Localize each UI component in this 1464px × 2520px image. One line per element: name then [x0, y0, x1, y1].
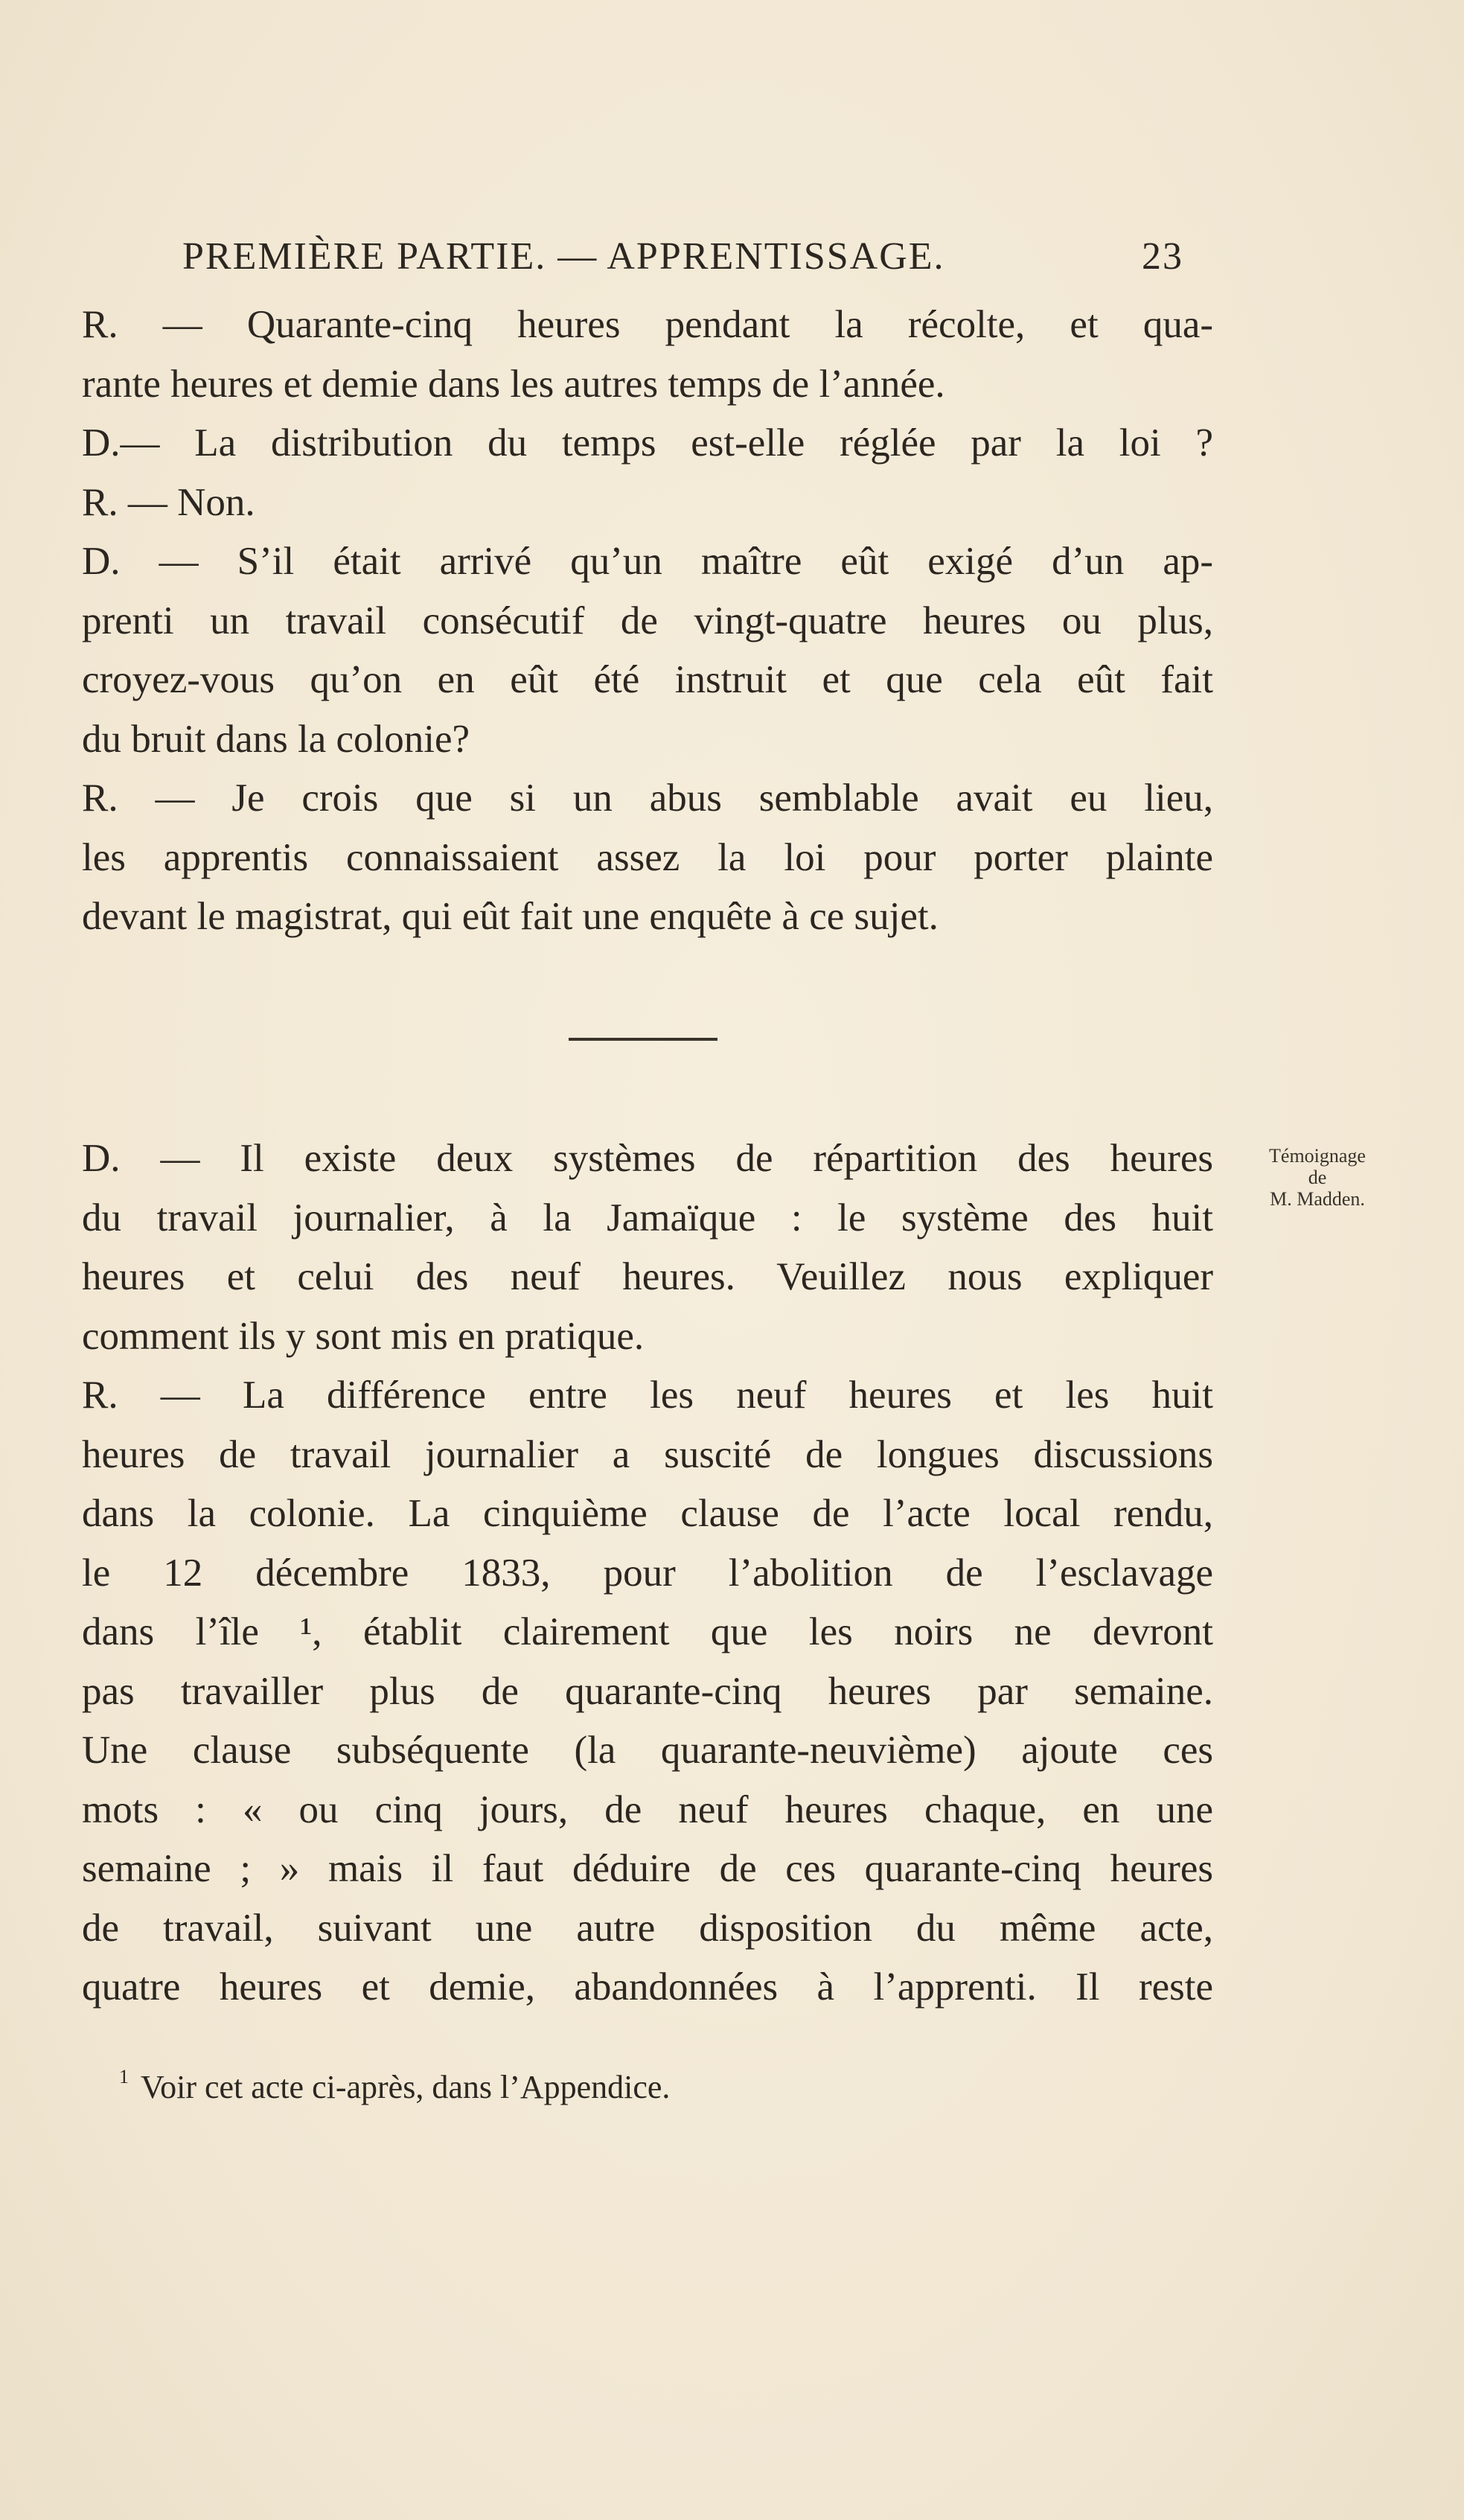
text-line: de travail, suivant une autre disposition du même acte,: [82, 1906, 1213, 1950]
footnote-mark: 1: [119, 2066, 129, 2087]
dialogue-block-1: [82, 296, 1213, 947]
text-line: du travail journalier, à la Jamaïque : le système des huit: [82, 1196, 1213, 1240]
text-line: D. — Il existe deux systèmes de répartition des heures: [82, 1137, 1213, 1180]
margin-note-line: de: [1308, 1167, 1327, 1188]
text-line: dans la colonie. La cinquième clause de l’acte local rendu,: [82, 1492, 1213, 1535]
text-line: devant le magistrat, qui eût fait une enquête à ce sujet.: [82, 895, 939, 938]
text-line: R. — Je crois que si un abus semblable avait eu lieu,: [82, 776, 1213, 820]
text-line: R. — Quarante-cinq heures pendant la récolte, et qua-: [82, 303, 1213, 346]
text-line: prenti un travail consécutif de vingt-quatre heures ou plus,: [82, 599, 1213, 642]
section-divider: [569, 1038, 717, 1041]
text-line: mots : « ou cinq jours, de neuf heures chaque, en une: [82, 1787, 1213, 1831]
text-line: D. — S’il était arrivé qu’un maître eût exigé d’un ap-: [82, 540, 1213, 583]
text-line: du bruit dans la colonie?: [82, 717, 470, 761]
text-line: D.— La distribution du temps est-elle réglée par la loi ?: [82, 421, 1213, 465]
text-line: les apprentis connaissaient assez la loi pour porter plainte: [82, 835, 1213, 879]
text-line: heures et celui des neuf heures. Veuillez nous expliquer: [82, 1255, 1213, 1298]
text-line: dans l’île ¹, établit clairement que les noirs ne devront: [82, 1610, 1213, 1653]
margin-note-line: M. Madden.: [1270, 1188, 1365, 1210]
text-line: quatre heures et demie, abandonnées à l’apprenti. Il reste: [82, 1965, 1213, 2009]
text-line: heures de travail journalier a suscité de longues discussions: [82, 1432, 1213, 1476]
text-line: semaine ; » mais il faut déduire de ces quarante-cinq heures: [82, 1847, 1213, 1890]
running-title: PREMIÈRE PARTIE. — APPRENTISSAGE.: [182, 235, 945, 278]
text-line: comment ils y sont mis en pratique.: [82, 1314, 645, 1358]
text-line: Une clause subséquente (la quarante-neuvième) ajoute ces: [82, 1729, 1213, 1772]
text-line: le 12 décembre 1833, pour l’abolition de l’esclavage: [82, 1551, 1213, 1595]
margin-note-line: Témoignage: [1269, 1145, 1366, 1167]
footnote-text: Voir cet acte ci-après, dans l’Appendice.: [141, 2069, 671, 2105]
running-header: [182, 231, 1183, 283]
text-line: R. — Non.: [82, 480, 255, 524]
text-line: rante heures et demie dans les autres temps de l’année.: [82, 362, 945, 406]
text-line: R. — La différence entre les neuf heures et les huit: [82, 1374, 1213, 1417]
text-line: pas travailler plus de quarante-cinq heures par semaine.: [82, 1669, 1213, 1713]
margin-note: [1236, 1145, 1399, 1210]
footnote: [119, 2066, 670, 2106]
page-number: 23: [1142, 235, 1183, 278]
dialogue-block-2: [82, 1129, 1213, 2017]
text-line: croyez-vous qu’on en eût été instruit et que cela eût fait: [82, 658, 1213, 701]
